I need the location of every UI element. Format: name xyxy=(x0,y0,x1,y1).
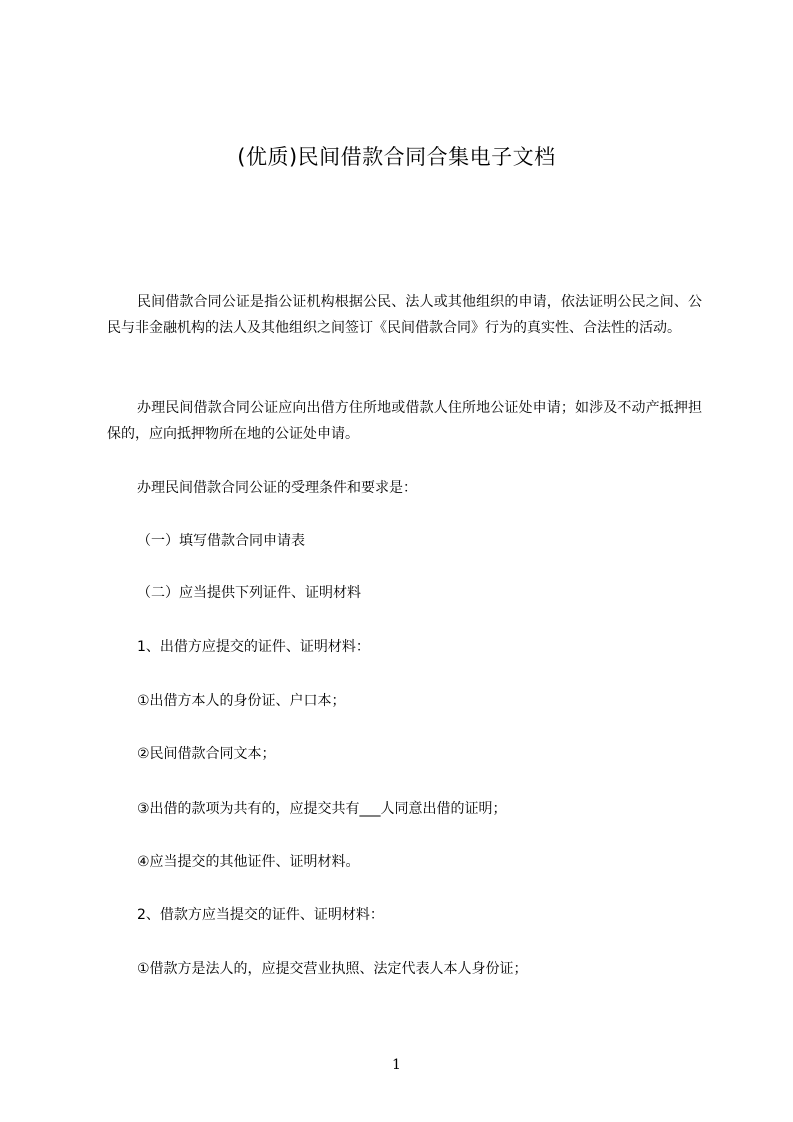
paragraph-item-business-license: ①借款方是法人的，应提交营业执照、法定代表人本人身份证； xyxy=(137,961,528,977)
paragraph-item-id-card: ①出借方本人的身份证、户口本； xyxy=(137,693,346,709)
paragraph-section-one: （一）填写借款合同申请表 xyxy=(137,533,305,549)
paragraph-definition: 民间借款合同公证是指公证机构根据公民、法人或其他组织的申请，依法证明公民之间、公民与非金融机构的法人及其他组织之间签订《民间借款合同》行为的真实性、合法性的活动。 xyxy=(107,294,702,336)
paragraph-section-two: （二）应当提供下列证件、证明材料 xyxy=(137,585,361,601)
document-title: (优质)民间借款合同合集电子文档 xyxy=(237,145,556,169)
paragraph-application-location: 办理民间借款合同公证应向出借方住所地或借款人住所地公证处申请；如涉及不动产抵押担保的，应向抵押物所在地的公证处申请。 xyxy=(107,400,702,442)
paragraph-borrower-materials: 2、借款方应当提交的证件、证明材料： xyxy=(137,907,384,923)
paragraph-conditions-intro: 办理民间借款合同公证的受理条件和要求是： xyxy=(137,480,417,496)
paragraph-item-other-materials: ④应当提交的其他证件、证明材料。 xyxy=(137,854,360,870)
paragraph-item-joint-funds: ③出借的款项为共有的，应提交共有___人同意出借的证明； xyxy=(137,801,507,817)
paragraph-lender-materials: 1、出借方应提交的证件、证明材料： xyxy=(137,639,370,655)
paragraph-item-contract-text: ②民间借款合同文本； xyxy=(137,746,276,762)
page-number: 1 xyxy=(392,1057,401,1073)
